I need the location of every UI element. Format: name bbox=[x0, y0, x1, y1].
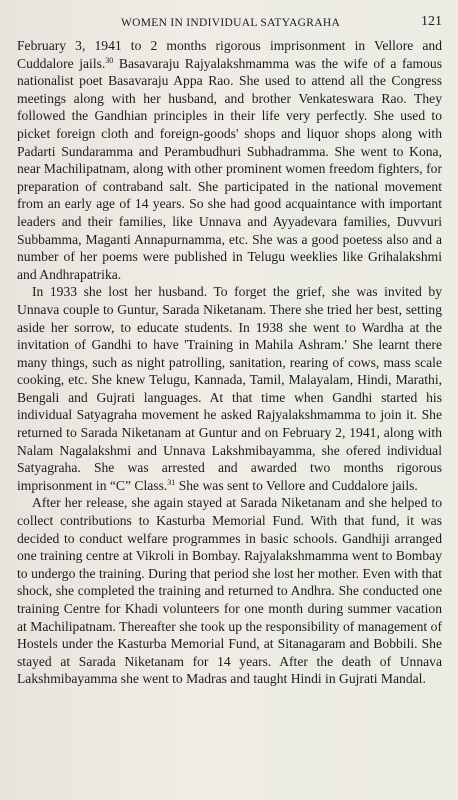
paragraph-text: After her release, she again stayed at Sarada Niketanam and she helped to collect contributions to Kasturba Memorial Fund. With that fund, it was decided to conduct welfare programmes in basic schools. Gandhiji arranged one training centre at Vikroli in Bombay. Rajyalakshmamma went to Bombay to undergo the training. During that period she lost her mother. Even with that shock, she completed the training and returned to Andhra. She conducted one training Centre for Khadi volunteers for one month during summer vacation at Machilipatnam. Thereafter she took up the responsibility of management of Hostels under the Kasturba Memorial Fund, at Sitanagaram and Bobbili. She stayed at Sarada Niketanam for 14 years. After the death of Unnava Lakshmibayamma she went to Madras and taught Hindi in Gujrati Mandal. bbox=[17, 495, 442, 687]
page-header bbox=[17, 13, 444, 33]
paragraph-text: She was sent to Vellore and Cuddalore jails. bbox=[178, 477, 418, 493]
paragraph-text: Basavaraju Rajyalakshmamma was the wife of a famous nationalist poet Basavaraju Appa Rao. She used to attend all the Congress meetings along with her husband, and brother Venkateswara Rao. They followed the Gandhian principles in their life very perfectly. She used to picket foreign cloth and foreign-goods' shops and liquor shops along with Padarti Sundaramma and Perambudhuri Subhadramma. She went to Kona, near Machilipatnam, along with other prominent women freedom fighters, for preparation of contraband salt. She participated in the national movement from an early age of 14 years. So she had good acquaintance with important leaders and their families, like Unnava and Ayyadevara families, Duvvuri Subbamma, Maganti Annapurnamma, etc. She was a good poetess also and a number of her poems were published in Telugu weeklies like Grihalakshmi and Andhrapatrika. bbox=[17, 55, 442, 282]
footnote-marker: 30 bbox=[105, 55, 114, 65]
body-text bbox=[17, 37, 442, 688]
paragraph bbox=[17, 283, 442, 494]
paragraph-text: In 1933 she lost her husband. To forget the grief, she was invited by Unnava couple to Guntur, Sarada Niketanam. There she tried her best, setting aside her sorrow, to educate students. In 1938 she went to Wardha at the invitation of Gandhi to have 'Training in Mahila Ashram.' She learnt there many things, such as night patrolling, sanitation, rearing of cows, mass scale cooking, etc. She knew Telugu, Kannada, Tamil, Malayalam, Hindi, Marathi, Bengali and Gujrati languages. At that time when Gandhi started his individual Satyagraha movement he asked Rajyalakshmamma to join it. She returned to Sarada Niketanam at Guntur and on February 2, 1941, along with Nalam Nagalakshmi and Unnava Lakshmibayamma, she ofered individual Satyagraha. She was arrested and awarded two months rigorous imprisonment in “C” Class. bbox=[17, 284, 442, 493]
paragraph bbox=[17, 494, 442, 688]
paragraph bbox=[17, 37, 442, 283]
footnote-marker: 31 bbox=[167, 477, 176, 487]
running-head: WOMEN IN INDIVIDUAL SATYAGRAHA bbox=[121, 17, 341, 29]
page-number: 121 bbox=[421, 14, 442, 29]
paragraph-text: February 3, 1941 to 2 months rigorous imprisonment in Vellore and Cuddalore jails. bbox=[17, 38, 442, 71]
